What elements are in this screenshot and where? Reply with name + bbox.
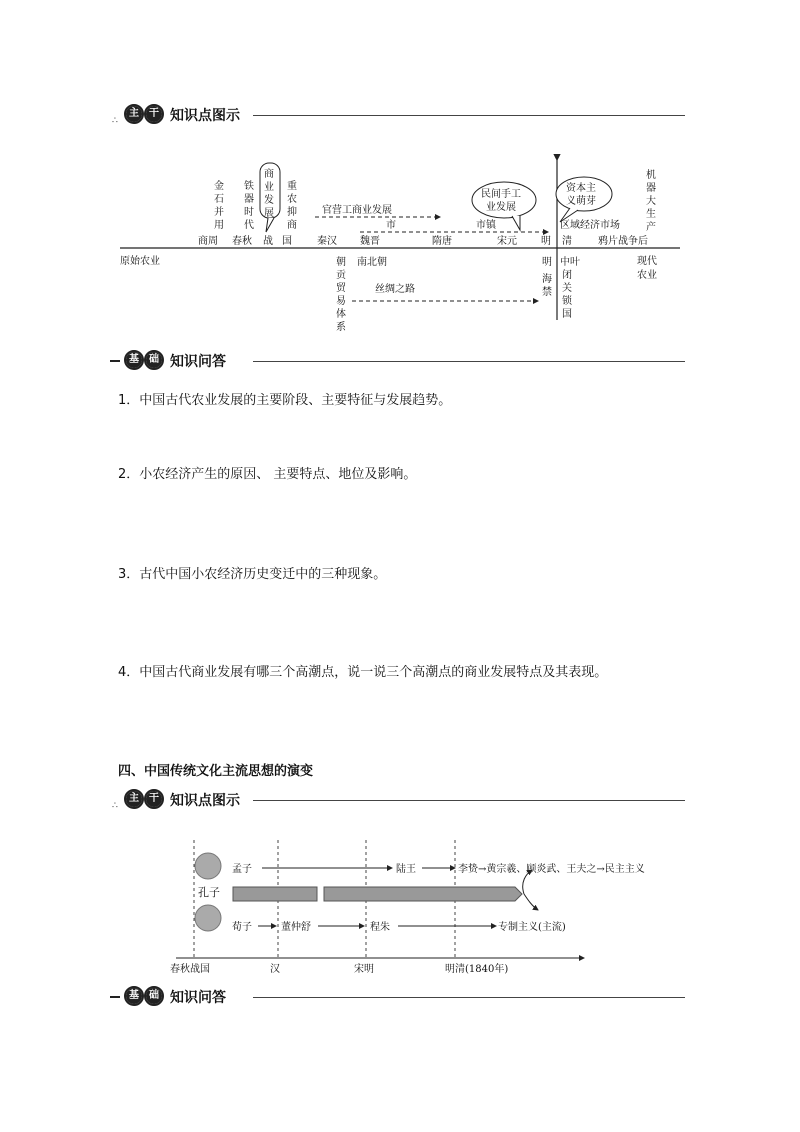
badge-zhu: 主 xyxy=(126,106,142,122)
period-yapian: 鸦片战争后 xyxy=(598,236,648,247)
svg-text:贸: 贸 xyxy=(336,283,346,294)
period-shangzhou: 商周 xyxy=(198,236,218,247)
period-guo: 国 xyxy=(282,236,292,247)
vtext-chaogong xyxy=(336,255,347,333)
svg-text:义萌芽: 义萌芽 xyxy=(566,196,596,207)
lower-dongzhongshu: 董仲舒 xyxy=(281,922,311,933)
period-suitang: 隋唐 xyxy=(432,236,452,247)
svg-text:明: 明 xyxy=(542,257,552,268)
badge-gan: 干 xyxy=(146,791,162,807)
decor-dots: ∴ xyxy=(112,116,118,126)
svg-text:易: 易 xyxy=(336,296,346,307)
decor-dash xyxy=(110,996,120,998)
badge-chu: 础 xyxy=(146,352,162,368)
question-1: 1．中国古代农业发展的主要阶段、主要特征与发展趋势。 xyxy=(118,393,452,408)
svg-text:器: 器 xyxy=(244,194,254,205)
thought-evolution-diagram xyxy=(0,830,800,990)
label-right-1: 现代 xyxy=(637,256,657,267)
svg-text:农: 农 xyxy=(287,194,297,205)
svg-text:石: 石 xyxy=(214,194,224,205)
vtext-biguan xyxy=(560,255,580,320)
svg-text:系: 系 xyxy=(336,322,346,333)
vtext-zhongnong xyxy=(287,179,297,231)
axis-mingqing: 明清(1840年) xyxy=(445,964,509,975)
badge-chu: 础 xyxy=(146,988,162,1004)
section-title: 知识点图示 xyxy=(170,108,240,124)
section-title: 知识问答 xyxy=(170,990,226,1006)
svg-text:展: 展 xyxy=(264,208,274,219)
lower-chengzhu: 程朱 xyxy=(370,922,390,933)
svg-text:产: 产 xyxy=(646,222,656,233)
section-title: 知识问答 xyxy=(170,354,226,370)
vtext-jinshi xyxy=(214,179,224,231)
period-qinhan: 秦汉 xyxy=(317,236,337,247)
svg-text:铁: 铁 xyxy=(244,181,254,192)
vtext-haijin xyxy=(542,256,552,298)
axis-chunqiu: 春秋战国 xyxy=(170,964,210,975)
svg-text:闭: 闭 xyxy=(562,270,572,281)
label-kongzi: 孔子 xyxy=(198,886,220,899)
vtext-tieqi xyxy=(244,179,254,231)
svg-text:海: 海 xyxy=(542,274,552,285)
label-silu: 丝绸之路 xyxy=(375,284,415,295)
svg-text:锁: 锁 xyxy=(562,296,572,307)
period-songyuan: 宋元 xyxy=(497,236,517,247)
header-rule xyxy=(253,800,685,801)
svg-text:器: 器 xyxy=(646,183,656,194)
badge-ji: 基 xyxy=(126,352,142,368)
period-zhan: 战 xyxy=(263,236,273,247)
bubble-ziben xyxy=(556,177,612,222)
decor-dots: ∴ xyxy=(112,801,118,811)
economy-timeline-diagram xyxy=(0,0,800,340)
upper-mengzi: 孟子 xyxy=(232,864,252,875)
svg-text:业发展: 业发展 xyxy=(486,202,516,213)
svg-text:用: 用 xyxy=(214,220,224,231)
label-guanying: 官营工商业发展 xyxy=(322,205,392,216)
svg-text:生: 生 xyxy=(646,209,656,220)
label-right-2: 农业 xyxy=(637,270,657,281)
svg-text:时: 时 xyxy=(244,207,254,218)
axis-songming: 宋明 xyxy=(354,964,374,975)
section-header-jichu-1 xyxy=(118,350,685,372)
svg-text:代: 代 xyxy=(244,220,254,231)
question-3: 3．古代中国小农经济历史变迁中的三种现象。 xyxy=(118,567,387,582)
label-shi: 市 xyxy=(386,220,396,231)
badge-zhu: 主 xyxy=(126,791,142,807)
svg-text:金: 金 xyxy=(214,181,224,192)
period-chunqiu: 春秋 xyxy=(232,236,252,247)
svg-text:商: 商 xyxy=(287,220,297,231)
svg-text:国: 国 xyxy=(562,309,572,320)
lower-xunzi: 荀子 xyxy=(232,922,252,933)
badge-gan: 干 xyxy=(146,106,162,122)
label-nanbeichao: 南北朝 xyxy=(357,257,387,268)
label-left: 原始农业 xyxy=(120,256,160,267)
period-qing: 清 xyxy=(562,236,572,247)
svg-text:并: 并 xyxy=(214,207,224,218)
svg-text:朝: 朝 xyxy=(336,257,346,268)
svg-text:贡: 贡 xyxy=(336,270,346,281)
svg-text:民间手工: 民间手工 xyxy=(481,189,521,200)
question-2: 2．小农经济产生的原因、 主要特点、地位及影响。 xyxy=(118,467,417,482)
section-header-jichu-2 xyxy=(118,986,685,1008)
svg-text:商: 商 xyxy=(264,169,274,180)
decor-dash xyxy=(110,360,120,362)
header-rule xyxy=(253,997,685,998)
vtext-jiqi xyxy=(646,168,656,233)
svg-text:业: 业 xyxy=(264,182,274,193)
upper-luwang: 陆王 xyxy=(396,864,416,875)
svg-text:发: 发 xyxy=(264,195,274,206)
section-header-zhugan-2 xyxy=(112,789,685,811)
badge-ji: 基 xyxy=(126,988,142,1004)
svg-text:大: 大 xyxy=(646,196,656,207)
bubble-shangye xyxy=(260,163,280,232)
period-weijin: 魏晋 xyxy=(360,236,380,247)
label-quyu: 区域经济市场 xyxy=(560,220,620,231)
svg-text:体: 体 xyxy=(336,309,346,320)
header-rule xyxy=(253,361,685,362)
svg-text:资本主: 资本主 xyxy=(566,183,596,194)
label-shizhen: 市镇 xyxy=(476,220,496,231)
svg-text:中叶: 中叶 xyxy=(560,257,580,268)
upper-lizhi: 李贽→黄宗羲、顾炎武、王夫之→民主主义 xyxy=(458,864,645,875)
lower-zhuanzhi: 专制主义(主流) xyxy=(498,922,566,933)
svg-text:关: 关 xyxy=(562,283,572,294)
svg-text:机: 机 xyxy=(646,170,656,181)
period-ming: 明 xyxy=(541,236,551,247)
section-title: 知识点图示 xyxy=(170,793,240,809)
question-4: 4．中国古代商业发展有哪三个高潮点，说一说三个高潮点的商业发展特点及其表现。 xyxy=(118,665,608,680)
svg-text:抑: 抑 xyxy=(287,207,297,218)
svg-text:重: 重 xyxy=(287,181,297,192)
svg-text:禁: 禁 xyxy=(542,287,552,298)
section-4-title: 四、中国传统文化主流思想的演变 xyxy=(118,764,314,779)
axis-han: 汉 xyxy=(270,964,280,975)
